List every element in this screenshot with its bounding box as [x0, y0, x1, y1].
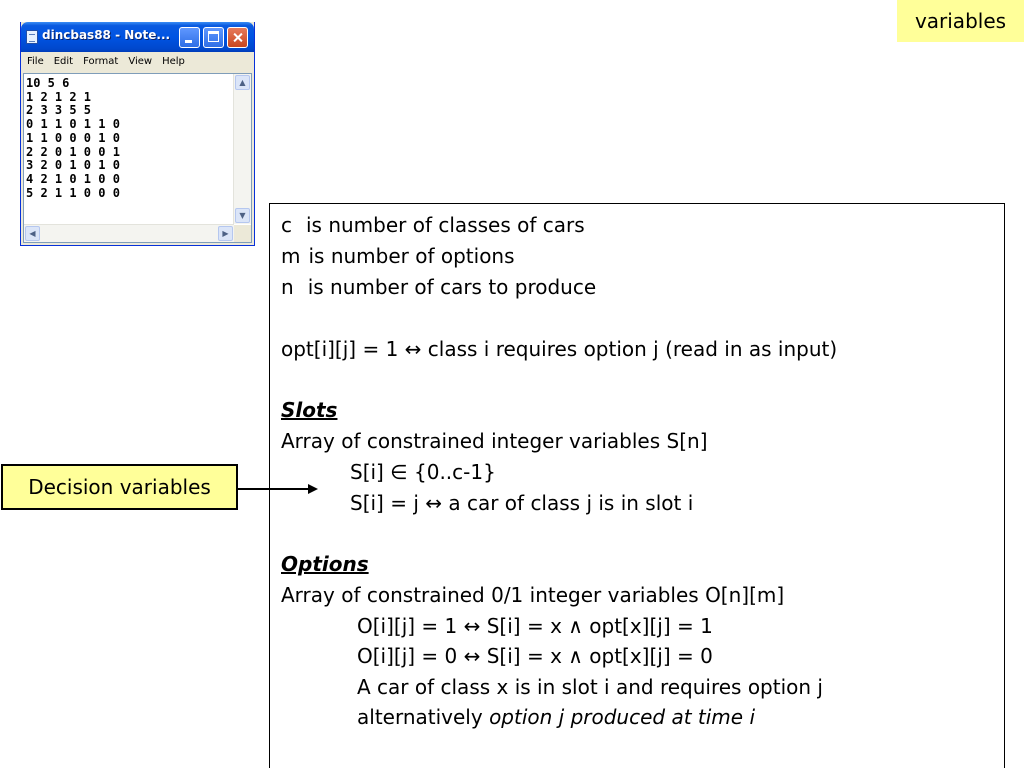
def-n-key: n: [281, 275, 294, 299]
def-c-desc: is number of classes of cars: [306, 213, 585, 237]
def-n-desc: is number of cars to produce: [307, 275, 597, 299]
scroll-up-icon[interactable]: ▲: [235, 75, 250, 90]
menu-view[interactable]: View: [128, 56, 153, 67]
definitions-box: [269, 203, 1005, 768]
options-rule-one: O[i][j] = 1 ↔ S[i] = x ∧ opt[x][j] = 1: [357, 614, 713, 638]
vertical-scrollbar[interactable]: [233, 74, 251, 224]
minimize-button[interactable]: [179, 27, 200, 48]
notepad-window[interactable]: [20, 22, 255, 246]
def-m-desc: is number of options: [308, 244, 515, 268]
menu-format[interactable]: Format: [83, 56, 119, 67]
horizontal-scrollbar[interactable]: [24, 224, 234, 242]
decision-variables-callout: Decision variables: [1, 464, 238, 510]
menu-file[interactable]: File: [27, 56, 44, 67]
notepad-title-bar[interactable]: [21, 22, 254, 52]
options-meaning: A car of class x is in slot i and requires option j: [357, 675, 823, 699]
close-button[interactable]: [227, 27, 248, 48]
notepad-app-icon[interactable]: [26, 30, 38, 44]
def-c: [281, 212, 585, 238]
scroll-left-icon[interactable]: ◀: [25, 226, 40, 241]
notepad-text-area[interactable]: [23, 73, 252, 243]
slots-array: Array of constrained integer variables S[n]: [281, 429, 708, 453]
scroll-right-icon[interactable]: ▶: [218, 226, 233, 241]
notepad-title: dincbas88 - Note...: [42, 28, 171, 42]
alt-italic: option j produced at time i: [489, 705, 756, 729]
options-alternative: [357, 704, 755, 730]
def-m: [281, 243, 515, 269]
def-c-key: c: [281, 213, 292, 237]
opt-definition: opt[i][j] = 1 ↔ class i requires option j (read in as input): [281, 337, 838, 361]
scroll-down-icon[interactable]: ▼: [235, 208, 250, 223]
options-rule-zero: O[i][j] = 0 ↔ S[i] = x ∧ opt[x][j] = 0: [357, 644, 713, 668]
slots-heading: Slots: [281, 398, 338, 422]
options-heading: Options: [281, 552, 369, 576]
notepad-menu-bar: [22, 52, 255, 71]
notepad-content[interactable]: 10 5 6 1 2 1 2 1 2 3 3 5 5 0 1 1 0 1 1 0 1 1 0 0 0 1 0 2 2 0 1 0 0 1 3 2 0 1 0 1 0 4 2 1 0 1 0 0 5 2 1 1 0 0 0: [26, 76, 120, 200]
maximize-button[interactable]: [203, 27, 224, 48]
slots-meaning: S[i] = j ↔ a car of class j is in slot i: [350, 491, 694, 515]
alt-prefix: alternatively: [357, 705, 490, 729]
menu-edit[interactable]: Edit: [53, 56, 74, 67]
slide-topic-tag: variables: [897, 0, 1024, 42]
def-n: [281, 274, 596, 300]
def-m-key: m: [281, 244, 301, 268]
scrollbar-corner: [234, 225, 251, 242]
maximize-icon: [208, 31, 219, 42]
menu-help[interactable]: Help: [162, 56, 185, 67]
options-array: Array of constrained 0/1 integer variables O[n][m]: [281, 583, 785, 607]
minimize-icon: [185, 40, 192, 43]
slots-domain: S[i] ∈ {0..c-1}: [350, 460, 496, 484]
close-icon: [228, 28, 247, 47]
